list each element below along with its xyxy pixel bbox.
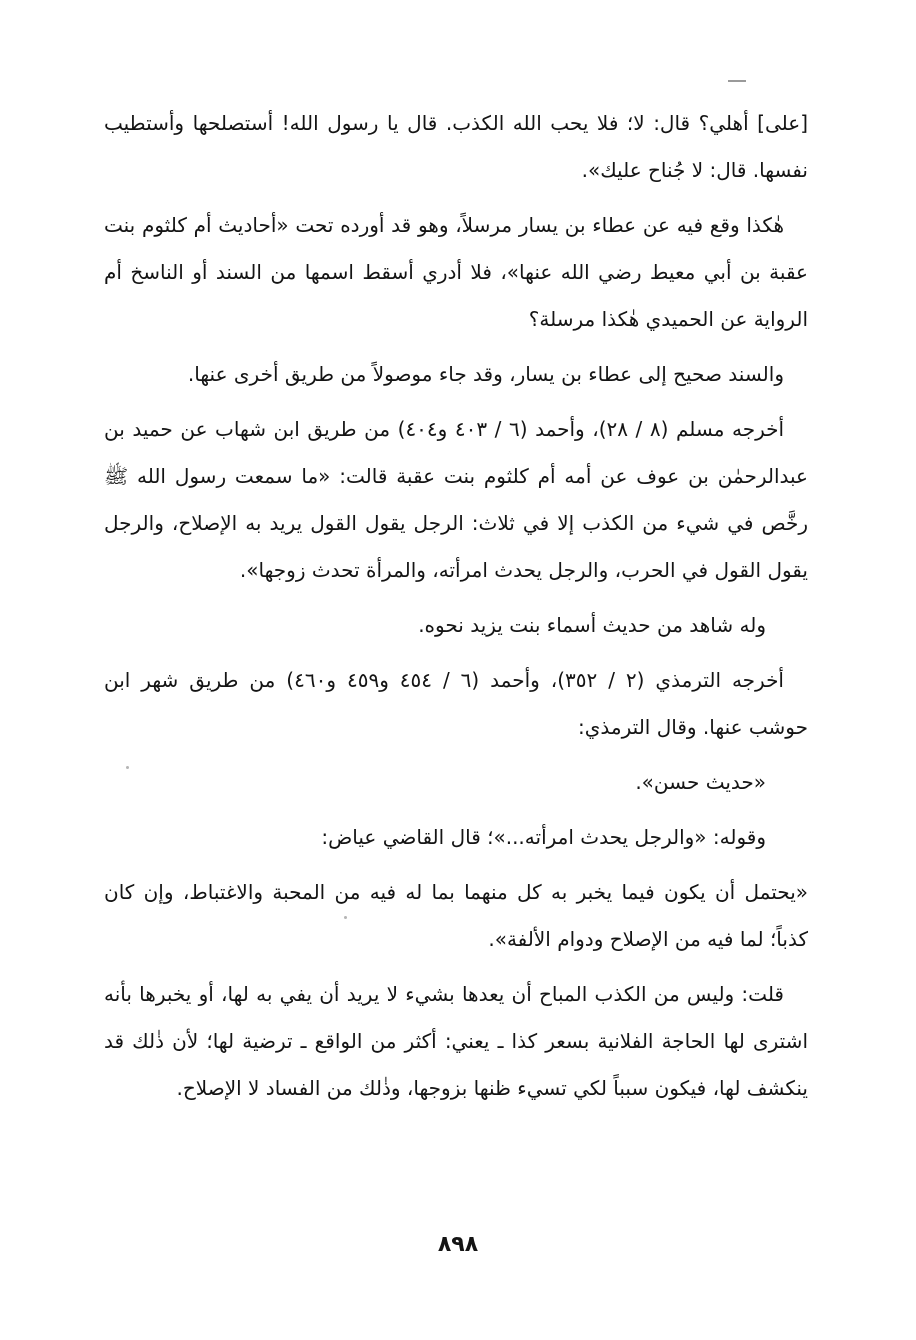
scan-speck [344, 916, 347, 919]
paragraph-hadith-end: [على] أهلي؟ قال: لا؛ فلا يحب الله الكذب. قال يا رسول الله! أستصلحها وأستطيب نفسها. قال: لا جُناح عليك». [104, 111, 808, 182]
paragraph-hasan: «حديث حسن». [635, 770, 766, 794]
paragraph-takhrij-tirmidhi: أخرجه الترمذي (٢ / ٣٥٢)، وأحمد (٦ / ٤٥٤ و٤٥٩ و٤٦٠) من طريق شهر ابن حوشب عنها. وقال الترمذي: [104, 668, 808, 739]
paragraph-takhrij-muslim: أخرجه مسلم (٨ / ٢٨)، وأحمد (٦ / ٤٠٣ و٤٠٤) من طريق ابن شهاب عن حميد بن عبدالرحمٰن بن عوف عن أمه أم كلثوم بنت عقبة قالت: «ما سمعت رسول الله ﷺ رخَّص في شيء من الكذب إلا في ثلاث: الرجل يقول القول يريد به الإصلاح، والرجل يقول القول في الحرب، والرجل يحدث امرأته، والمرأة تحدث زوجها». [104, 417, 808, 582]
paragraph-shahid: وله شاهد من حديث أسماء بنت يزيد نحوه. [418, 613, 766, 637]
page-body [104, 100, 808, 1120]
paragraph-sanad: والسند صحيح إلى عطاء بن يسار، وقد جاء موصولاً من طريق أخرى عنها. [187, 362, 784, 386]
page-number: ٨٩٨ [437, 1232, 479, 1257]
paragraph-commentary: هٰكذا وقع فيه عن عطاء بن يسار مرسلاً، وهو قد أورده تحت «أحاديث أم كلثوم بنت عقبة بن أبي معيط رضي الله عنها»، فلا أدري أسقط اسمها من السند أو الناسخ أم الرواية عن الحميدي هٰكذا مرسلة؟ [104, 213, 808, 331]
paragraph-qadi-iyad-intro: وقوله: «والرجل يحدث امرأته...»؛ قال القاضي عياض: [321, 825, 766, 849]
scan-speck [126, 766, 129, 769]
top-dash-mark [728, 80, 746, 82]
paragraph-qadi-iyad-quote: «يحتمل أن يكون فيما يخبر به كل منهما بما له فيه من المحبة والاغتباط، وإن كان كذباً؛ لما فيه من الإصلاح ودوام الألفة». [104, 880, 808, 951]
paragraph-conclusion: قلت: وليس من الكذب المباح أن يعدها بشيء لا يريد أن يفي به لها، أو يخبرها بأنه اشترى لها الحاجة الفلانية بسعر كذا ـ يعني: أكثر من الواقع ـ ترضية لها؛ لأن ذٰلك قد ينكشف لها، فيكون سبباً لكي تسيء ظنها بزوجها، وذٰلك من الفساد لا الإصلاح. [104, 982, 808, 1100]
